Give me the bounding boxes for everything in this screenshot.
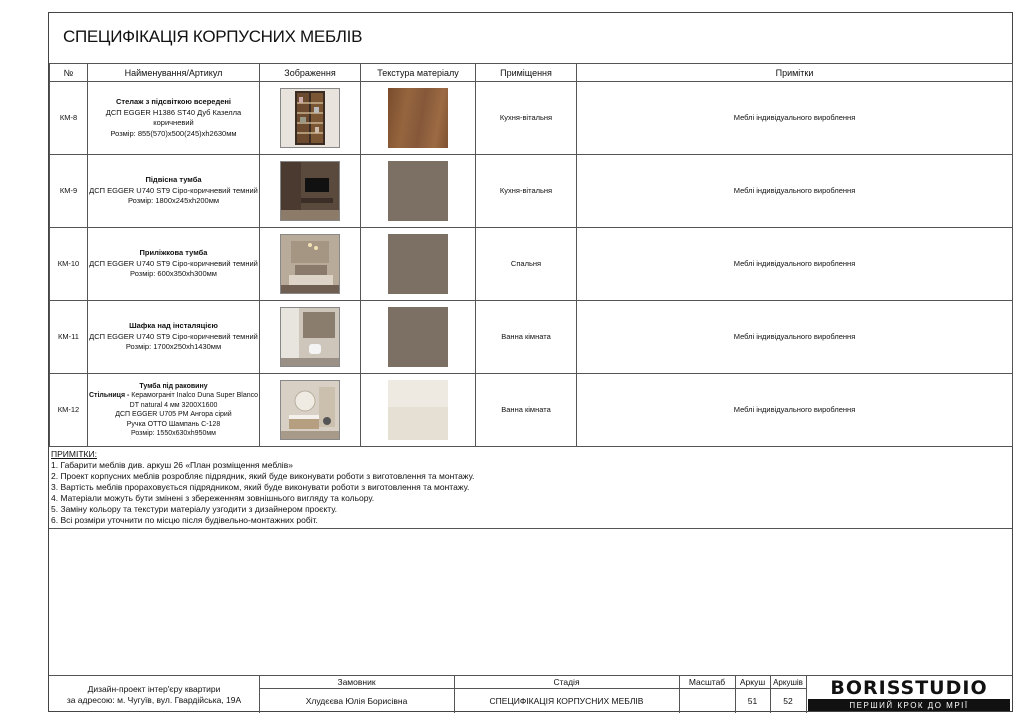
item-name: Підвісна тумба: [145, 175, 202, 185]
project-info: [49, 676, 259, 713]
row-name-cell: [88, 155, 260, 228]
row-name-cell: [88, 228, 260, 301]
row-room: Ванна кімната: [476, 301, 577, 374]
row-image-cell: [260, 228, 361, 301]
scale-value: [679, 688, 735, 713]
header-image: Зображення: [260, 64, 361, 82]
note-item: 2. Проект корпусних меблів розробляє підрядник, який буде виконувати роботи з виготовлення та монтажу.: [51, 471, 475, 481]
item-size: Розмір: 1550х630хh950мм: [131, 430, 216, 437]
logo-tagline: ПЕРШИЙ КРОК ДО МРІЇ: [808, 699, 1010, 711]
row-note: Меблі індивідуального вироблення: [577, 155, 1013, 228]
row-texture-cell: [361, 374, 476, 447]
table-row: [50, 228, 1013, 301]
row-texture-cell: [361, 301, 476, 374]
item-size: Розмір: 1800х245хh200мм: [127, 196, 220, 206]
shelving-photo: [280, 88, 340, 148]
note-item: 3. Вартість меблів прораховується підрядником, який буде виконувати роботи з виготовлення та монтажу.: [51, 482, 470, 492]
bedside-table-photo: [280, 234, 340, 294]
item-material: ДСП EGGER H1386 ST40 Дуб Казелла коричневий: [105, 107, 242, 127]
row-texture-cell: [361, 155, 476, 228]
project-title: Дизайн-проект інтер'єру квартири: [87, 683, 221, 694]
sheet-value: 51: [747, 695, 758, 706]
row-image-cell: [260, 301, 361, 374]
item-material: ДСП EGGER U740 ST9 Сіро-коричневий темний: [89, 258, 258, 268]
row-room: Кухня-вітальня: [476, 155, 577, 228]
item-size: Розмір: 1700х250хh1430мм: [125, 342, 222, 352]
table-row: [50, 155, 1013, 228]
stage-value: СПЕЦИФІКАЦІЯ КОРПУСНИХ МЕБЛІВ: [489, 695, 644, 706]
notes-heading: ПРИМІТКИ:: [51, 449, 97, 459]
table-row: [50, 374, 1013, 447]
item-handle: Ручка OTTO Шампань С-128: [126, 420, 221, 428]
note-item: 5. Заміну кольору та текстури матеріалу узгодити з дизайнером проєкту.: [51, 504, 338, 514]
row-number: КМ-11: [50, 301, 88, 374]
sheet-label: Аркуш: [739, 677, 766, 687]
header-notes: Примітки: [577, 64, 1013, 82]
notes-divider: [49, 528, 1012, 529]
project-address: за адресою: м. Чугуїв, вул. Гвардійська, 19А: [66, 694, 242, 705]
row-image-cell: [260, 82, 361, 155]
item-name: Приліжкова тумба: [139, 248, 208, 258]
item-countertop: Керамограніт Inalco Duna Super Blanco DT natural 4 мм 3200Х1600: [129, 392, 259, 409]
notes-block: [51, 449, 474, 526]
note-item: 1. Габарити меблів див. аркуш 26 «План розміщення меблів»: [51, 460, 293, 470]
title-block: [49, 675, 1012, 713]
client-label: Замовник: [337, 677, 376, 687]
table-header-row: [50, 64, 1013, 82]
vanity-unit-photo: [280, 380, 340, 440]
row-note: Меблі індивідуального вироблення: [577, 374, 1013, 447]
row-number: КМ-9: [50, 155, 88, 228]
table-row: [50, 82, 1013, 155]
wood-texture-swatch: [388, 88, 448, 148]
gray-brown-texture-swatch: [388, 161, 448, 221]
row-name-cell: [88, 82, 260, 155]
row-room: Спальня: [476, 228, 577, 301]
note-item: 4. Матеріали можуть бути змінені з збереженням зовнішнього вигляду та кольору.: [51, 493, 375, 503]
row-number: КМ-12: [50, 374, 88, 447]
row-texture-cell: [361, 82, 476, 155]
item-name: Тумба під раковину: [139, 382, 208, 390]
item-material: ДСП EGGER U740 ST9 Сіро-коричневий темний: [89, 185, 258, 195]
row-image-cell: [260, 374, 361, 447]
gray-brown-texture-swatch: [388, 234, 448, 294]
item-name: Шафка над інсталяцією: [129, 321, 218, 331]
page-title: СПЕЦИФІКАЦІЯ КОРПУСНИХ МЕБЛІВ: [63, 27, 363, 46]
note-item: 6. Всі розміри уточнити по місцю після будівельно-монтажних робіт.: [51, 515, 318, 525]
row-texture-cell: [361, 228, 476, 301]
sheets-label: Аркушів: [773, 677, 803, 687]
studio-logo: [806, 676, 1012, 713]
header-room: Приміщення: [476, 64, 577, 82]
scale-label: Масштаб: [688, 677, 726, 687]
installation-cabinet-photo: [280, 307, 340, 367]
item-name: Стелаж з підсвіткою всередені: [115, 97, 231, 106]
specification-sheet: [48, 12, 1013, 712]
table-row: [50, 301, 1013, 374]
stage-label: Стадія: [553, 677, 580, 687]
item-material: ДСП EGGER U705 PM Ангора сірий: [115, 411, 232, 418]
item-size: Розмір: 855(570)х500(245)хh2630мм: [110, 128, 237, 138]
sheets-value: 52: [783, 695, 793, 706]
client-value: Хлудєєва Юлія Борисівна: [305, 695, 408, 706]
header-texture: Текстура матеріалу: [361, 64, 476, 82]
spec-table: [49, 63, 1013, 447]
header-name: Найменування/Артикул: [88, 64, 260, 82]
gray-brown-texture-swatch: [388, 307, 448, 367]
row-note: Меблі індивідуального вироблення: [577, 301, 1013, 374]
white-stone-texture-swatch: [388, 380, 448, 440]
row-name-cell: [88, 374, 260, 447]
logo-wordmark: BORISSTUDIO: [830, 677, 988, 699]
row-note: Меблі індивідуального вироблення: [577, 82, 1013, 155]
row-room: Ванна кімната: [476, 374, 577, 447]
row-image-cell: [260, 155, 361, 228]
row-number: КМ-8: [50, 82, 88, 155]
item-countertop-label: Стільниця -: [88, 392, 132, 399]
header-number: №: [50, 64, 88, 82]
row-name-cell: [88, 301, 260, 374]
item-material: ДСП EGGER U740 ST9 Сіро-коричневий темний: [89, 331, 258, 341]
row-note: Меблі індивідуального вироблення: [577, 228, 1013, 301]
row-room: Кухня-вітальня: [476, 82, 577, 155]
tv-unit-photo: [280, 161, 340, 221]
row-number: КМ-10: [50, 228, 88, 301]
item-size: Розмір: 600х350хh300мм: [130, 269, 217, 279]
